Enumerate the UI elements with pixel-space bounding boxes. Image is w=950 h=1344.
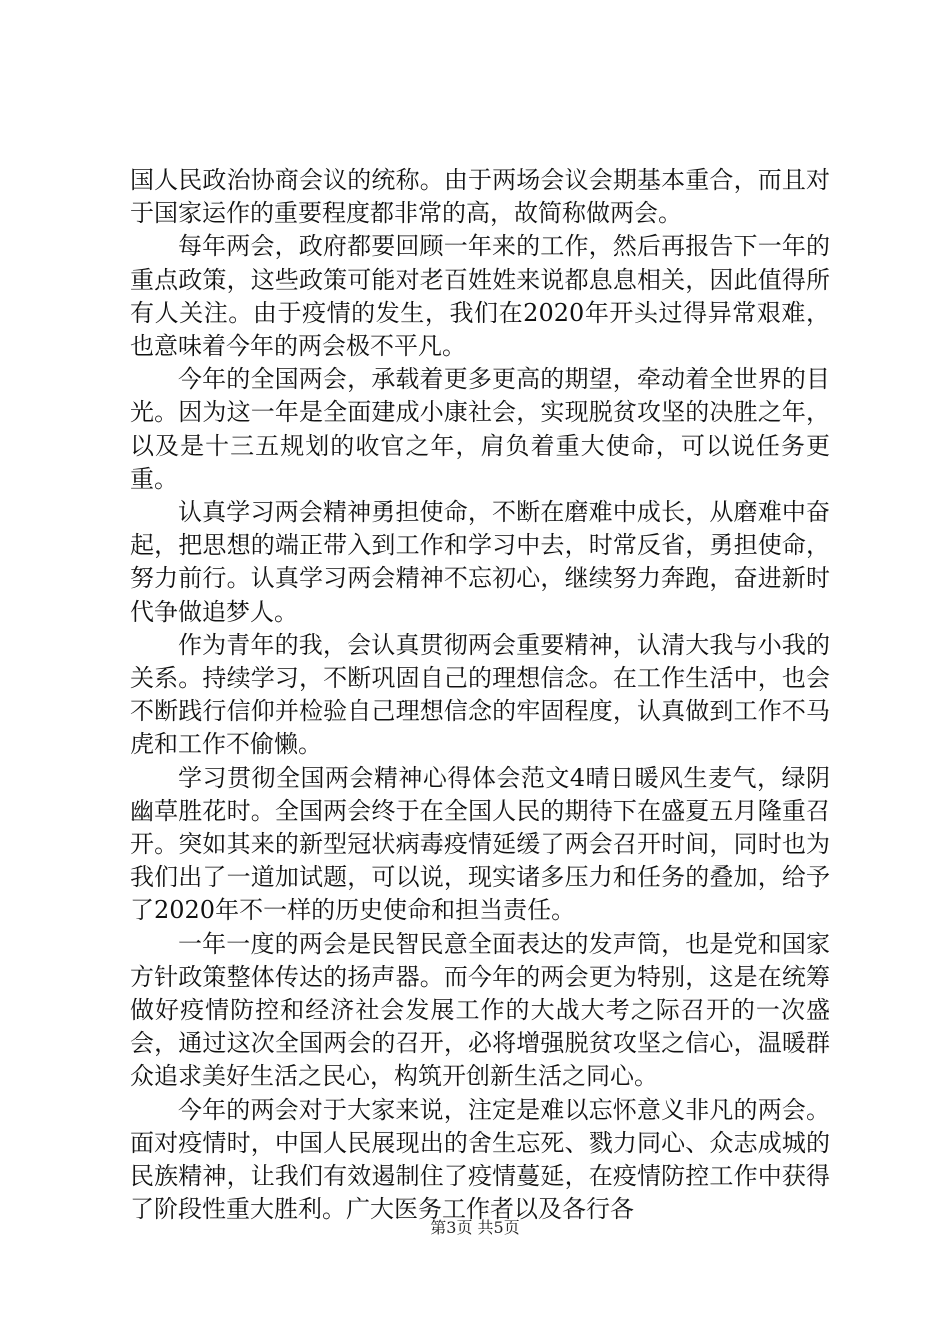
document-body xyxy=(130,164,830,1227)
paragraph: 认真学习两会精神勇担使命，不断在磨难中成长，从磨难中奋起，把思想的端正带入到工作和学习中去，时常反省，勇担使命，努力前行。认真学习两会精神不忘初心，继续努力奔跑，奋进新时代争做追梦人。 xyxy=(130,498,830,626)
paragraph: 作为青年的我，会认真贯彻两会重要精神，认清大我与小我的关系。持续学习，不断巩固自己的理想信念。在工作生活中，也会不断践行信仰并检验自己理想信念的牢固程度，认真做到工作不马虎和工作不偷懒。 xyxy=(130,630,830,759)
paragraph-continued: 国人民政治协商会议的统称。由于两场会议会期基本重合，而且对于国家运作的重要程度都非常的高，故简称做两会。 xyxy=(130,166,830,228)
paragraph: 一年一度的两会是民智民意全面表达的发声筒，也是党和国家方针政策整体传达的扬声器。而今年的两会更为特别，这是在统筹做好疫情防控和经济社会发展工作的大战大考之际召开的一次盛会，通过这次全国两会的召开，必将增强脱贫攻坚之信心，温暖群众追求美好生活之民心，构筑开创新生活之同心。 xyxy=(130,929,830,1091)
paragraph: 今年的两会对于大家来说，注定是难以忘怀意义非凡的两会。面对疫情时，中国人民展现出的舍生忘死、戮力同心、众志成城的民族精神，让我们有效遏制住了疫情蔓延，在疫情防控工作中获得了阶段性重大胜利。广大医务工作者以及各行各 xyxy=(130,1095,830,1224)
page-number-footer: 第3页 共5页 xyxy=(430,1218,520,1237)
paragraph: 每年两会，政府都要回顾一年来的工作，然后再报告下一年的重点政策，这些政策可能对老百姓姓来说都息息相关，因此值得所有人关注。由于疫情的发生，我们在2020年开头过得异常艰难，也意味着今年的两会极不平凡。 xyxy=(130,232,830,361)
paragraph: 学习贯彻全国两会精神心得体会范文4晴日暖风生麦气，绿阴幽草胜花时。全国两会终于在全国人民的期待下在盛夏五月隆重召开。突如其来的新型冠状病毒疫情延缓了两会召开时间，同时也为我们出了一道加试题，可以说，现实诸多压力和任务的叠加，给予了2020年不一样的历史使命和担当责任。 xyxy=(130,763,830,925)
paragraph: 今年的全国两会，承载着更多更高的期望，牵动着全世界的目光。因为这一年是全面建成小康社会，实现脱贫攻坚的决胜之年，以及是十三五规划的收官之年，肩负着重大使命，可以说任务更重。 xyxy=(130,365,830,493)
